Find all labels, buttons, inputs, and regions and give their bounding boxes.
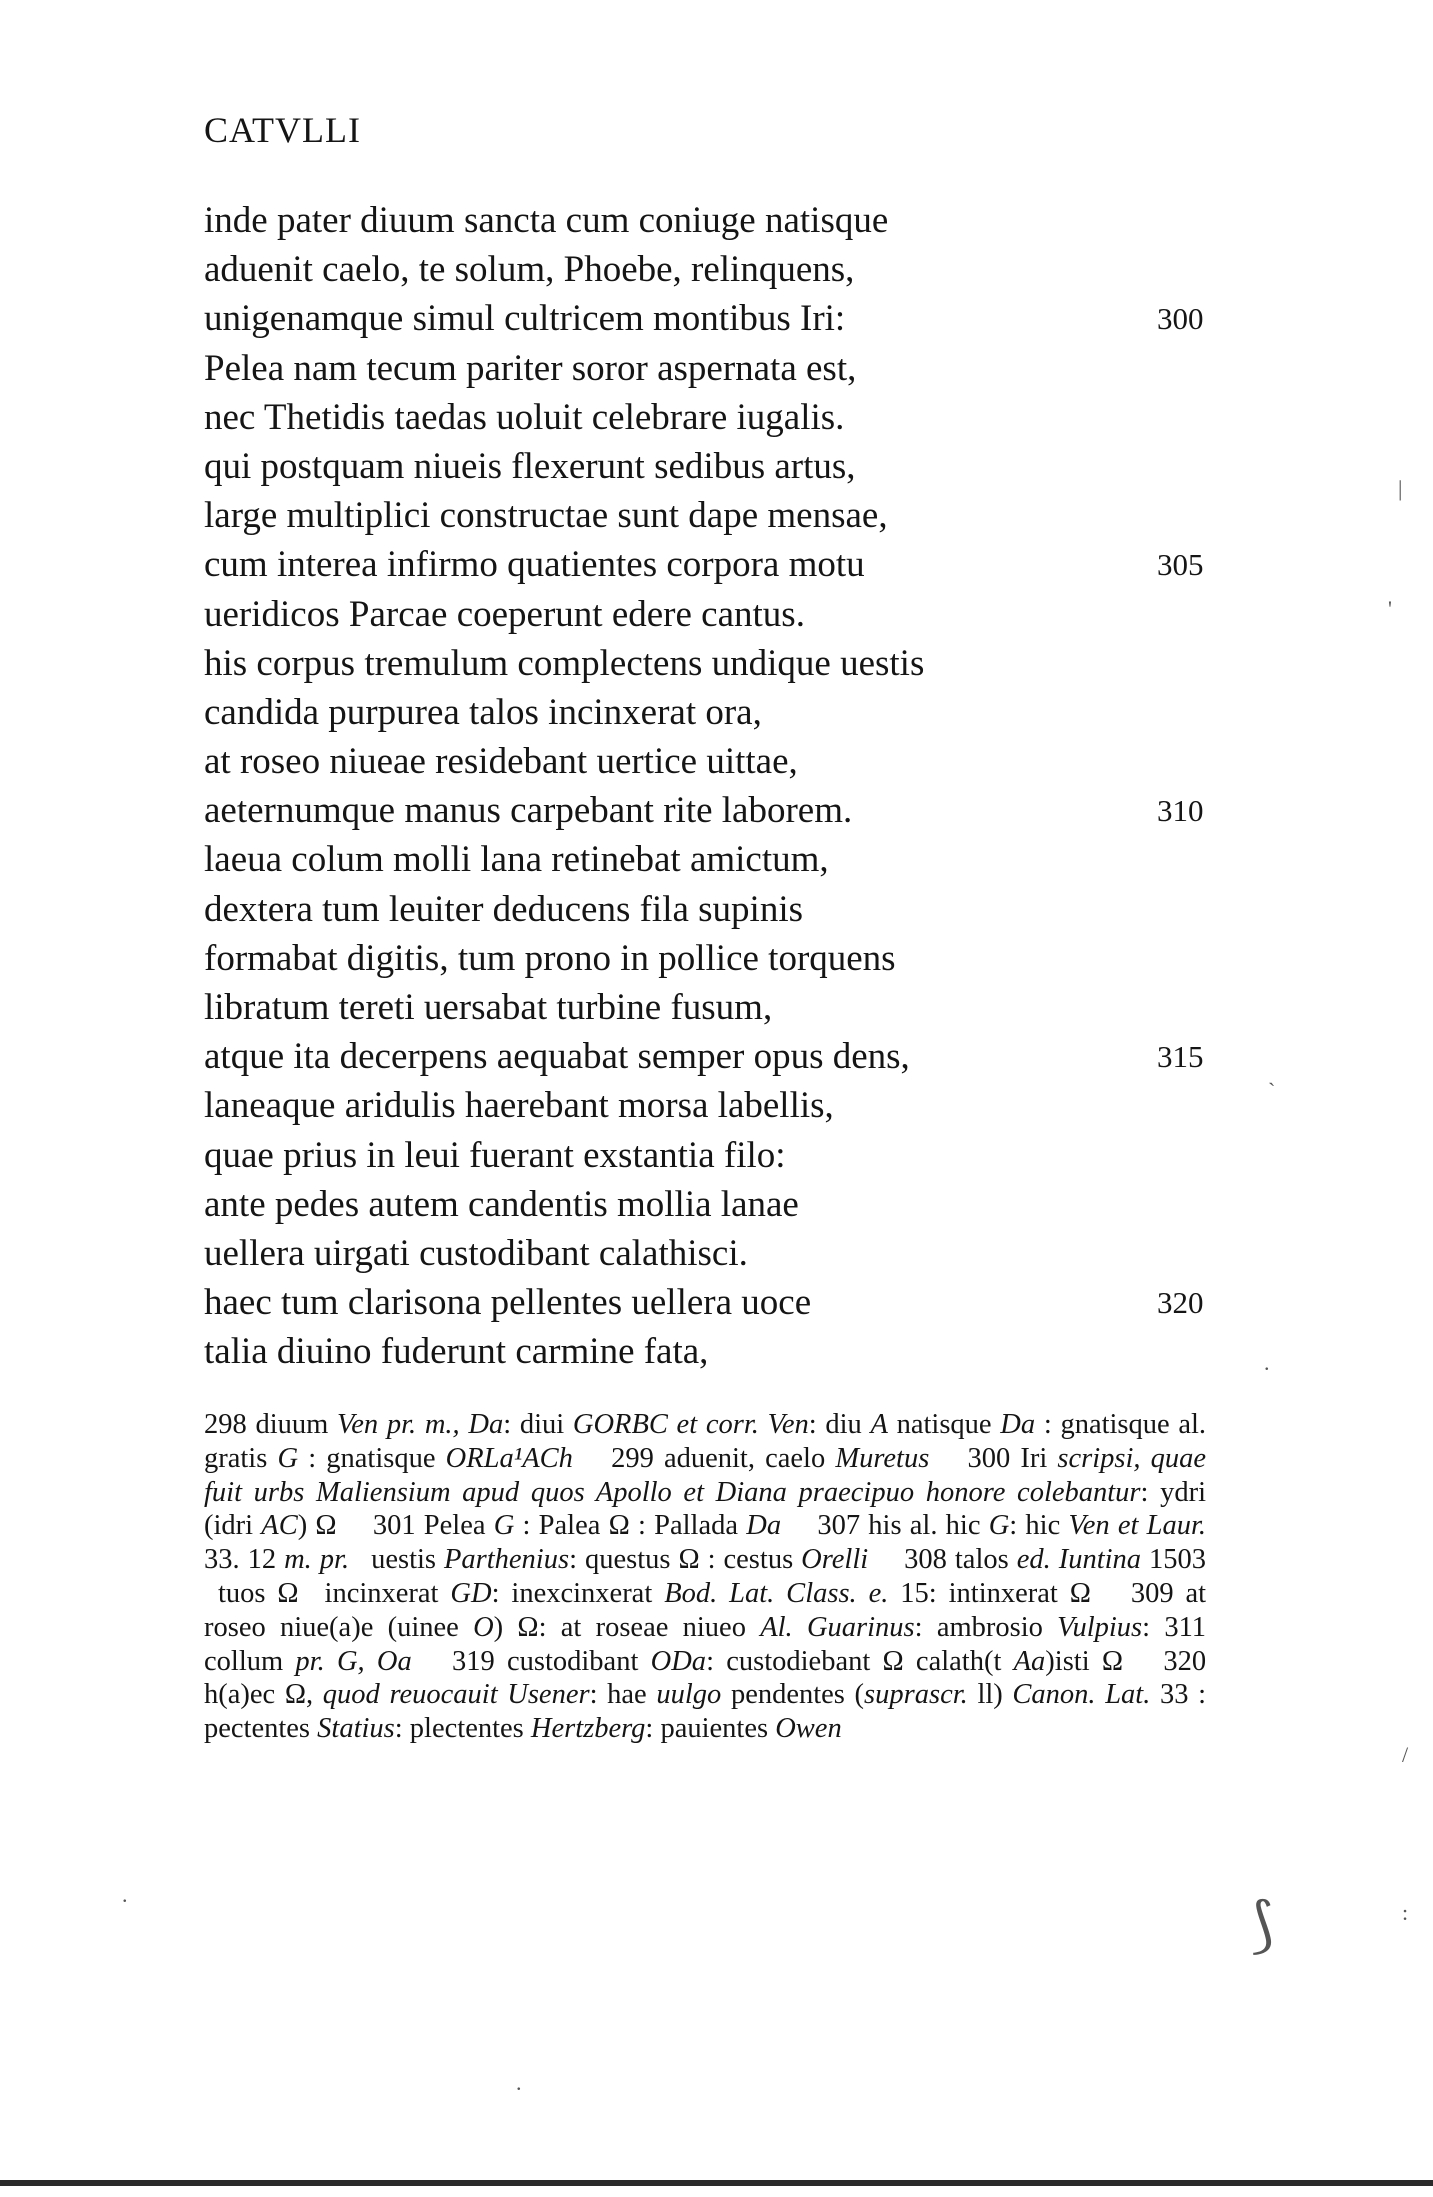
verse-text: large multiplici constructae sunt dape mensae,	[204, 495, 888, 537]
verse-line	[204, 639, 1234, 688]
apparatus-text: 1503	[1149, 1544, 1207, 1576]
apparatus-siglum: Parthenius	[443, 1544, 570, 1576]
apparatus-text: : gnatisque al. gratis	[204, 1409, 1207, 1474]
apparatus-text: : diui	[503, 1409, 565, 1440]
scan-speck: '	[1388, 596, 1392, 621]
apparatus-text: incinxerat	[324, 1577, 439, 1609]
verse-number: 315	[1157, 1039, 1204, 1075]
apparatus-line-ref: 320	[1163, 1645, 1207, 1677]
scan-speck: ⟆	[1250, 1892, 1274, 1958]
apparatus-text: uestis	[371, 1544, 436, 1576]
verse-number: 300	[1157, 301, 1204, 337]
verse-number: 310	[1157, 793, 1204, 829]
verse-line	[204, 835, 1234, 884]
verse-text: his corpus tremulum complectens undique uestis	[204, 642, 925, 684]
apparatus-text: : custodiebant Ω calath(t	[706, 1645, 1002, 1677]
verse-line	[204, 196, 1234, 245]
apparatus-siglum: Bod. Lat. Class. e.	[664, 1577, 889, 1609]
apparatus-siglum: Statius	[317, 1713, 395, 1745]
apparatus-siglum: uulgo	[656, 1679, 722, 1711]
apparatus-text: : ydri (idri	[204, 1476, 1206, 1542]
verse-text: at roseo niueae residebant uertice uittae,	[204, 741, 798, 783]
apparatus-siglum: G	[493, 1510, 515, 1542]
apparatus-text: : plectentes	[394, 1713, 524, 1745]
verse-line	[204, 1180, 1234, 1229]
apparatus-text: ll)	[977, 1679, 1003, 1711]
apparatus-siglum: Ven et Laur.	[1068, 1510, 1207, 1542]
apparatus-text: 15: intinxerat Ω	[900, 1577, 1091, 1609]
apparatus-siglum: Owen	[775, 1713, 842, 1745]
apparatus-text: 33. 12	[204, 1544, 277, 1576]
apparatus-siglum: A	[870, 1409, 888, 1440]
scan-speck: .	[516, 2070, 522, 2095]
verse-line	[204, 786, 1234, 835]
verse-line	[204, 491, 1234, 540]
apparatus-siglum: quod reuocauit Usener	[322, 1679, 590, 1711]
apparatus-text: :	[1142, 1611, 1151, 1643]
apparatus-siglum: Da	[1000, 1409, 1036, 1440]
apparatus-text: at roseo niue(a)e (uinee	[204, 1577, 1207, 1643]
apparatus-siglum: Aa	[1013, 1645, 1046, 1677]
apparatus-line-ref: 300	[967, 1442, 1011, 1474]
apparatus-siglum: Hertzberg	[530, 1713, 646, 1745]
apparatus-text: aduenit, caelo	[663, 1442, 826, 1474]
apparatus-text: )isti Ω	[1045, 1645, 1124, 1677]
verse-text: ante pedes autem candentis mollia lanae	[204, 1183, 799, 1225]
verse-text: uellera uirgati custodibant calathisci.	[204, 1232, 748, 1274]
verse-text: cum interea infirmo quatientes corpora motu	[204, 544, 865, 586]
verse-text: laeua colum molli lana retinebat amictum,	[204, 839, 829, 881]
verse-text: talia diuino fuderunt carmine fata,	[204, 1331, 709, 1373]
apparatus-text: : gnatisque	[308, 1442, 436, 1474]
apparatus-siglum: scripsi, quae fuit urbs Maliensium apud quos Apollo et Diana praecipuo honore colebantur	[204, 1442, 1207, 1508]
verse-line	[204, 590, 1234, 639]
verse-line	[204, 983, 1234, 1032]
page-bottom-rule	[0, 2180, 1433, 2186]
apparatus-text: : questus Ω : cestus	[569, 1544, 794, 1576]
critical-apparatus	[204, 1408, 1206, 1746]
apparatus-siglum: AC	[261, 1510, 298, 1542]
verse-line	[204, 1229, 1234, 1278]
apparatus-siglum: pr. G, Oa	[295, 1645, 412, 1677]
apparatus-siglum: ORLa¹ACh	[445, 1442, 573, 1474]
page-running-head: CATVLLI	[204, 110, 361, 150]
apparatus-siglum: Ven pr. m., Da	[337, 1409, 504, 1440]
apparatus-text: h(a)ec Ω,	[204, 1679, 314, 1711]
verse-line	[204, 885, 1234, 934]
apparatus-text: Pelea	[423, 1510, 486, 1542]
apparatus-text: natisque	[896, 1409, 992, 1440]
apparatus-text: Iri	[1020, 1442, 1048, 1474]
scan-speck: |	[1398, 476, 1403, 501]
verse-line	[204, 1081, 1234, 1130]
verse-number: 320	[1157, 1285, 1204, 1321]
verse-line	[204, 540, 1234, 589]
scan-speck: :	[1402, 1900, 1409, 1925]
verse-text: quae prius in leui fuerant exstantia filo:	[204, 1134, 786, 1176]
apparatus-text: diuum	[255, 1409, 329, 1440]
apparatus-text: : Palea Ω : Pallada	[522, 1510, 739, 1542]
apparatus-siglum: ODa	[650, 1645, 707, 1677]
apparatus-text: ) Ω: at roseae niueo	[493, 1611, 746, 1643]
verse-line	[204, 393, 1234, 442]
apparatus-text: his al. hic	[868, 1510, 981, 1542]
verse-text: aduenit caelo, te solum, Phoebe, relinquens,	[204, 249, 855, 291]
apparatus-text: custodibant	[506, 1645, 639, 1677]
apparatus-text: : inexcinxerat	[491, 1577, 653, 1609]
verse-text: Pelea nam tecum pariter soror aspernata est,	[204, 347, 857, 389]
apparatus-line-ref: 309	[1130, 1577, 1174, 1609]
apparatus-text: 33 : pectentes	[204, 1679, 1207, 1745]
poem-text	[204, 196, 1234, 1377]
verse-text: unigenamque simul cultricem montibus Iri:	[204, 298, 846, 340]
apparatus-siglum: ed. Iuntina	[1016, 1544, 1142, 1576]
verse-text: qui postquam niueis flexerunt sedibus artus,	[204, 445, 856, 487]
verse-text: libratum tereti uersabat turbine fusum,	[204, 987, 773, 1028]
verse-text: atque ita decerpens aequabat semper opus dens,	[204, 1036, 910, 1078]
verse-text: candida purpurea talos incinxerat ora,	[204, 691, 762, 733]
verse-line	[204, 737, 1234, 786]
verse-line	[204, 344, 1234, 393]
apparatus-siglum: Canon. Lat.	[1012, 1679, 1151, 1711]
verse-line	[204, 688, 1234, 737]
apparatus-siglum: Al. Guarinus	[760, 1611, 915, 1643]
verse-line	[204, 294, 1234, 343]
verse-line	[204, 1278, 1234, 1327]
apparatus-text: : ambrosio	[914, 1611, 1043, 1643]
apparatus-line-ref: 308	[904, 1544, 947, 1576]
verse-line	[204, 1131, 1234, 1180]
apparatus-text: : pauientes	[645, 1713, 769, 1745]
apparatus-line-ref: 311	[1164, 1611, 1207, 1643]
verse-line	[204, 1032, 1234, 1081]
apparatus-siglum: O	[473, 1611, 494, 1643]
apparatus-line-ref: 298	[204, 1409, 247, 1440]
verse-line	[204, 245, 1234, 294]
apparatus-text: : diu	[808, 1409, 862, 1440]
verse-number: 305	[1157, 547, 1204, 583]
scan-speck: `	[1268, 1078, 1276, 1103]
verse-text: laneaque aridulis haerebant morsa labellis,	[204, 1085, 834, 1127]
apparatus-siglum: m. pr.	[284, 1544, 350, 1576]
verse-text: aeternumque manus carpebant rite laborem.	[204, 790, 853, 832]
apparatus-siglum: GD	[450, 1577, 492, 1609]
verse-text: inde pater diuum sancta cum coniuge natisque	[204, 200, 889, 241]
apparatus-siglum: suprascr.	[864, 1679, 968, 1711]
apparatus-text: talos	[954, 1544, 1009, 1576]
scan-speck: .	[1264, 1350, 1270, 1375]
apparatus-siglum: Da	[746, 1510, 782, 1542]
verse-line	[204, 934, 1234, 983]
apparatus-siglum: GORBC et corr. Ven	[572, 1409, 809, 1440]
verse-text: formabat digitis, tum prono in pollice torquens	[204, 937, 896, 979]
verse-text: haec tum clarisona pellentes uellera uoce	[204, 1282, 812, 1324]
apparatus-line-ref: 319	[451, 1645, 495, 1677]
apparatus-text: collum	[204, 1645, 284, 1677]
apparatus-siglum: G	[277, 1442, 299, 1474]
apparatus-text: pendentes (	[730, 1679, 865, 1711]
apparatus-text: tuos Ω	[218, 1577, 299, 1609]
apparatus-text: : hic	[1009, 1510, 1061, 1542]
apparatus-siglum: G	[988, 1510, 1010, 1542]
scan-speck: .	[122, 1882, 128, 1907]
apparatus-siglum: Vulpius	[1057, 1611, 1143, 1643]
apparatus-siglum: Muretus	[835, 1442, 930, 1474]
verse-line	[204, 442, 1234, 491]
apparatus-line-ref: 299	[611, 1442, 654, 1474]
apparatus-text: ) Ω	[297, 1510, 337, 1542]
verse-text: ueridicos Parcae coeperunt edere cantus.	[204, 593, 805, 635]
verse-text: nec Thetidis taedas uoluit celebrare iugalis.	[204, 396, 845, 438]
scan-speck: /	[1402, 1742, 1409, 1767]
apparatus-text: : hae	[589, 1679, 647, 1711]
apparatus-line-ref: 301	[372, 1510, 416, 1542]
apparatus-siglum: Orelli	[801, 1544, 869, 1576]
apparatus-line-ref: 307	[817, 1510, 861, 1542]
verse-line	[204, 1327, 1234, 1376]
verse-text: dextera tum leuiter deducens fila supinis	[204, 888, 804, 930]
